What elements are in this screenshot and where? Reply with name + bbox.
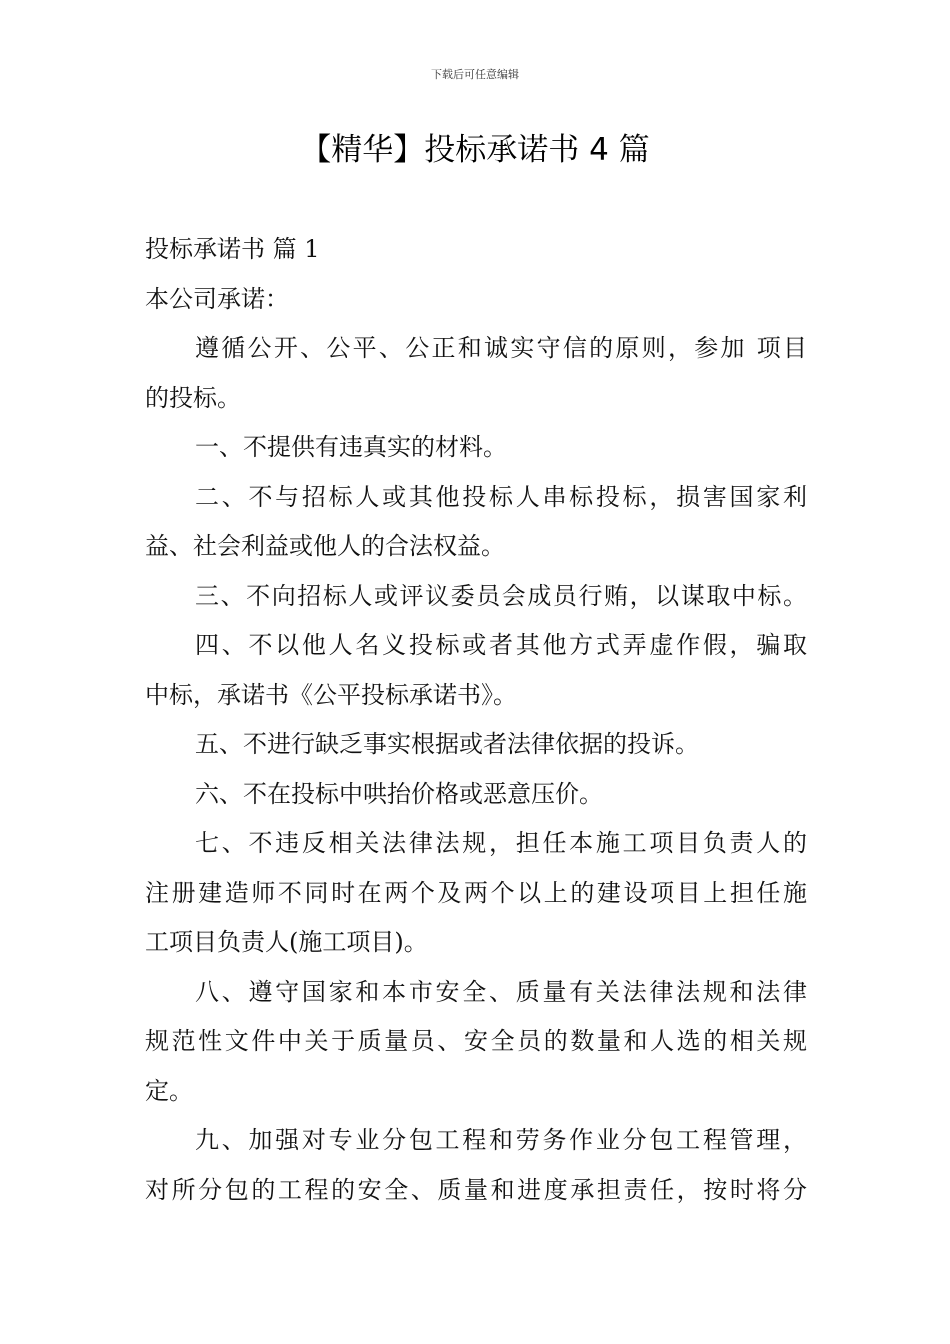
text-line: 本公司承诺： (145, 284, 289, 313)
text-line: 三、不向招标人或评议委员会成员行贿，以谋取中标。 (195, 581, 807, 610)
text-line: 的投标。 (145, 383, 241, 412)
text-line: 工项目负责人(施工项目)。 (145, 928, 428, 956)
text-line: 规范性文件中关于质量员、安全员的数量和人选的相关规 (145, 1027, 807, 1055)
text-line: 遵循公开、公平、公正和诚实守信的原则，参加 项目 (195, 334, 807, 362)
text-line: 四、不以他人名义投标或者其他方式弄虚作假，骗取 (195, 631, 807, 659)
text-line: 对所分包的工程的安全、质量和进度承担责任，按时将分 (145, 1175, 807, 1204)
text-line: 注册建造师不同时在两个及两个以上的建设项目上担任施 (145, 878, 807, 907)
header-note: 下载后可任意编辑 (431, 68, 519, 81)
text-line: 投标承诺书 篇 1 (145, 235, 320, 263)
text-line: 七、不违反相关法律法规，担任本施工项目负责人的 (195, 829, 807, 857)
document-title: 【精华】投标承诺书 4 篇 (300, 132, 650, 168)
text-line: 二、不与招标人或其他投标人串标投标，损害国家利 (195, 482, 807, 511)
text-line: 五、不进行缺乏事实根据或者法律依据的投诉。 (195, 730, 699, 758)
text-line: 一、不提供有违真实的材料。 (195, 433, 507, 461)
text-line: 益、社会利益或他人的合法权益。 (145, 532, 505, 560)
document-body (145, 225, 807, 1215)
text-line: 定。 (145, 1076, 193, 1105)
text-line: 中标，承诺书《公平投标承诺书》。 (145, 680, 517, 709)
text-line: 六、不在投标中哄抬价格或恶意压价。 (195, 779, 603, 808)
text-line: 八、遵守国家和本市安全、质量有关法律法规和法律 (195, 977, 807, 1006)
text-line: 九、加强对专业分包工程和劳务作业分包工程管理， (195, 1126, 807, 1154)
